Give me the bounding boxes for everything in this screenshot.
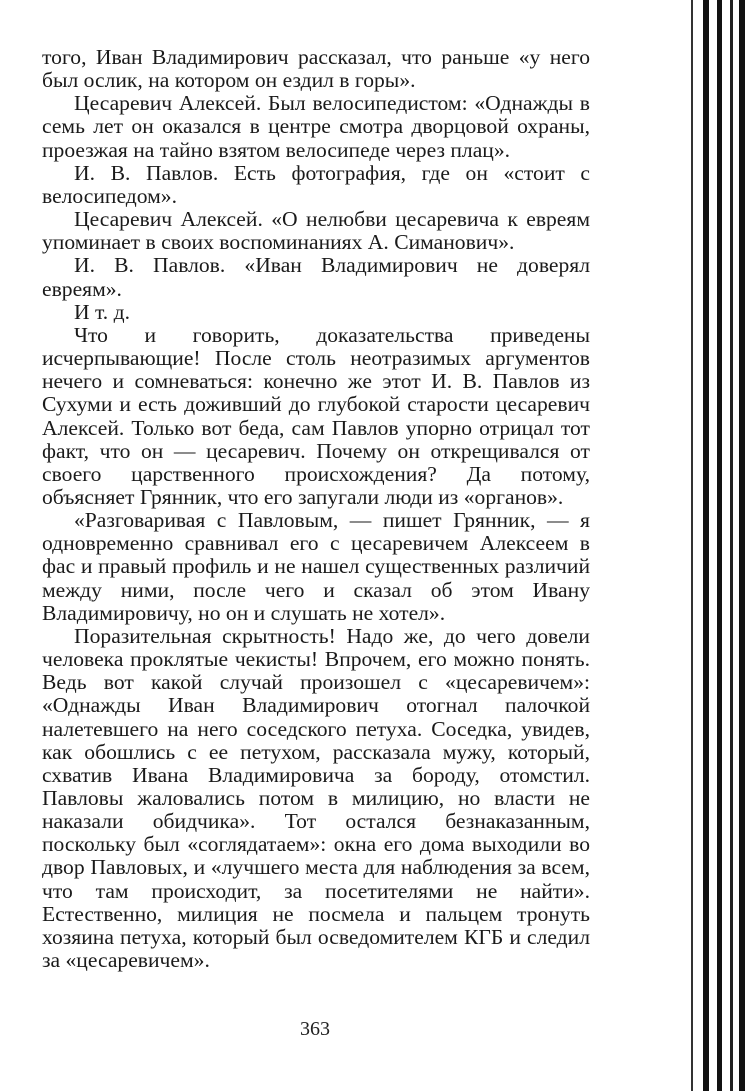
paragraph-jews-tsarevich: Цесаревич Алексей. «О нелюбви цесаревича к евреям упоминает в своих воспоминаниях А. Симанович». xyxy=(42,207,590,255)
page-number: 363 xyxy=(300,1018,330,1040)
page-body-text xyxy=(42,46,590,972)
paragraph-continuation: того, Иван Владимирович рассказал, что раньше «у него был ослик, на котором он ездил в горы». xyxy=(42,45,590,93)
binding-edge-line xyxy=(703,0,709,1091)
binding-edge-line xyxy=(717,0,722,1091)
paragraph-quote-comparison: «Разговаривая с Павловым, — пишет Грянник, — я одновременно сравнивал его с цесаревичем Алексеем в фас и правый профиль и не нашел существенных различий между ними, после чего и сказал об этом Ивану Владимировичу, но он и слушать не хотел». xyxy=(42,508,590,625)
paragraph-jews-pavlov: И. В. Павлов. «Иван Владимирович не доверял евреям». xyxy=(42,253,590,301)
binding-edge-line xyxy=(730,0,733,1091)
binding-edge-line xyxy=(691,0,693,1091)
paragraph-rooster-story: Поразительная скрытность! Надо же, до чего довели человека проклятые чекисты! Впрочем, его можно понять. Ведь вот какой случай произошел с «цесаревичем»: «Однажды Иван Владимирович отогнал палочкой налетевшего на него соседского петуха. Соседка, увидев, как обошлись с ее петухом, рассказала мужу, который, схватив Ивана Владимировича за бороду, отомстил. Павловы жаловались потом в милицию, но власти не наказали обидчика». Тот остался безнаказанным, поскольку был «соглядатаем»: окна его дома выходили во двор Павловых, и «лучшего места для наблюдения за всем, что там происходит, за посетителями не найти». Естественно, милиция не посмела и пальцем тронуть хозяина петуха, который был осведомителем КГБ и следил за «цесаревичем». xyxy=(42,623,590,973)
paragraph-photo: И. В. Павлов. Есть фотография, где он «стоит с велосипедом». xyxy=(42,160,590,208)
binding-edge-line xyxy=(739,0,745,1091)
paragraph-etc: И т. д. xyxy=(74,299,130,324)
paragraph-bicycle: Цесаревич Алексей. Был велосипедистом: «Однажды в семь лет он оказался в центре смотра дворцовой охраны, проезжая на тайно взятом велосипеде через плац». xyxy=(42,91,590,162)
paragraph-evidence: Что и говорить, доказательства приведены исчерпывающие! После столь неотразимых аргументов нечего и сомневаться: конечно же этот И. В. Павлов из Сухуми и есть доживший до глубокой старости цесаревич Алексей. Только вот беда, сам Павлов упорно отрицал тот факт, что он — цесаревич. Почему он открещивался от своего царственного происхождения? Да потому, объясняет Грянник, что его запугали люди из «органов». xyxy=(42,322,590,509)
